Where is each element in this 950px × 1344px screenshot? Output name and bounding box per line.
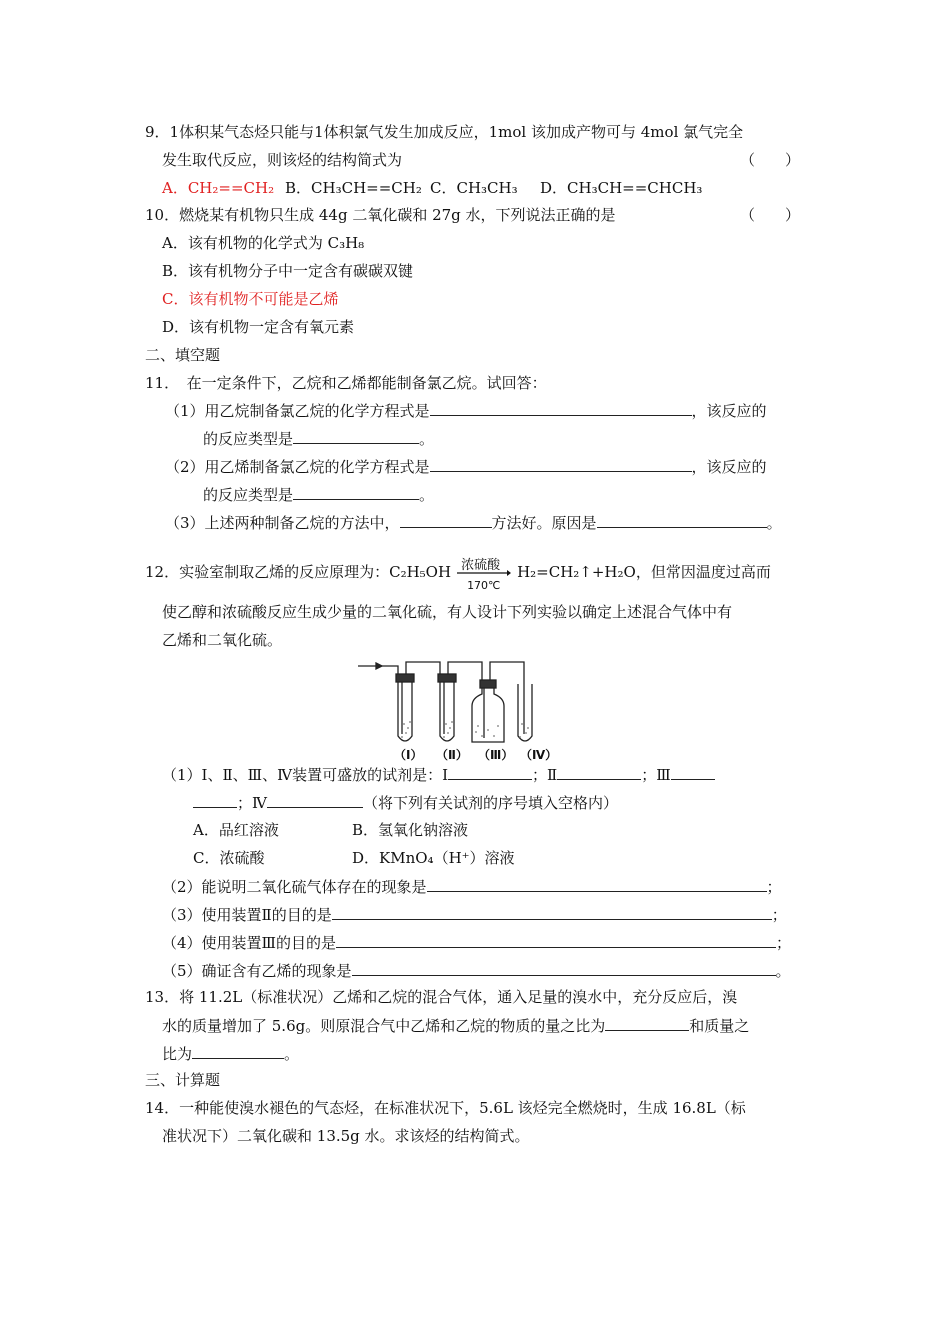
q12-part1-instruction: （将下列有关试剂的序号填入空格内） [363, 794, 619, 812]
q12-part1-line1 [162, 764, 715, 785]
q12-stem-start: 12．实验室制取乙烯的反应原理为：C₂H₅OH [145, 563, 452, 581]
q14-line1: 14．一种能使溴水褪色的气态烃，在标准状况下，5.6L 该烃完全燃烧时，生成 16.8L（标 [145, 1099, 746, 1117]
q11-part3 [165, 512, 782, 533]
q12-stem-end: H₂=CH₂↑+H₂O，但常因温度过高而 [517, 563, 771, 581]
q12-part2-prompt: （2）能说明二氧化硫气体存在的现象是 [162, 878, 427, 896]
q11-part2-prompt: （2）用乙烯制备氯乙烷的化学方程式是 [165, 458, 430, 476]
apparatus-diagram [358, 654, 558, 768]
q11-part3-prompt: （3）上述两种制备乙烷的方法中， [165, 514, 400, 532]
q10-answer-paren: （ ） [740, 206, 801, 224]
q12-part5-prompt: （5）确证含有乙烯的现象是 [162, 962, 352, 980]
apparatus-label-1: （Ⅰ） [394, 748, 423, 762]
q12-part1-line2 [193, 792, 618, 813]
q12-line2: 使乙醇和浓硫酸反应生成少量的二氧化硫，有人设计下列实验以确定上述混合气体中有 [162, 603, 733, 621]
q13-mass-prompt: 和质量之 [689, 1017, 750, 1035]
q9-option-a: A．CH₂==CH₂ [162, 179, 275, 197]
q11-part2-line2 [203, 484, 434, 505]
q12-part5 [162, 960, 791, 981]
q12-reagent-4-blank[interactable] [267, 792, 363, 808]
arrow-catalyst: 浓硫酸 [461, 558, 501, 573]
q11-part2-line1 [165, 456, 767, 477]
q11-part2-type-prompt: 的反应类型是 [203, 486, 294, 504]
q13-line3 [162, 1043, 299, 1064]
q12-part4-prompt: （4）使用装置Ⅲ的目的是 [162, 934, 337, 952]
q9-option-b: B．CH₃CH==CH₂ [285, 179, 422, 197]
q11-part1-prompt: （1）用乙烷制备氯乙烷的化学方程式是 [165, 402, 430, 420]
q13-line3-period: 。 [284, 1045, 300, 1063]
apparatus-label-2: （Ⅱ） [436, 748, 468, 762]
section-calculation-heading: 三、计算题 [145, 1071, 221, 1089]
q12-option-b: B．氢氧化钠溶液 [352, 821, 469, 839]
q12-reagent-3-blank-start[interactable] [671, 764, 715, 780]
q11-part2-suffix: ，该反应的 [691, 458, 767, 476]
q11-stem: 11． 在一定条件下，乙烷和乙烯都能制备氯乙烷。试回答： [145, 374, 547, 392]
q12-part3-prompt: （3）使用装置Ⅱ的目的是 [162, 906, 332, 924]
q12-option-c: C．浓硫酸 [193, 849, 265, 867]
q13-mole-ratio-blank[interactable] [605, 1015, 689, 1031]
q12-part2 [162, 876, 782, 897]
apparatus-label-3: （Ⅲ） [478, 748, 514, 762]
q12-part5-blank[interactable] [352, 960, 776, 976]
q10-stem: 10．燃烧某有机物只生成 44g 二氧化碳和 27g 水，下列说法正确的是 [145, 206, 616, 224]
q10-option-b: B．该有机物分子中一定含有碳碳双键 [162, 262, 414, 280]
section-fill-in-heading: 二、填空题 [145, 346, 221, 364]
q12-reagent-1-blank[interactable] [448, 764, 532, 780]
q12-part2-semicolon: ； [766, 878, 782, 896]
q12-part1-sep3: ；Ⅲ [641, 766, 671, 784]
q11-part3-reason-prompt: 方法好。原因是 [491, 514, 597, 532]
q12-part3 [162, 904, 787, 925]
q13-mass-ratio-blank[interactable] [192, 1043, 284, 1059]
q11-part2-type-blank[interactable] [293, 484, 419, 500]
reaction-condition-arrow [457, 556, 511, 590]
q14-line2: 准状况下）二氧化碳和 13.5g 水。求该烃的结构简式。 [162, 1127, 530, 1145]
q12-part2-blank[interactable] [427, 876, 767, 892]
q12-part4-blank[interactable] [336, 932, 776, 948]
q13-line3-prompt: 比为 [162, 1045, 193, 1063]
q12-part1-prompt: （1）Ⅰ、Ⅱ、Ⅲ、Ⅳ装置可盛放的试剂是：Ⅰ [162, 766, 449, 784]
q11-part1-equation-blank[interactable] [430, 400, 692, 416]
q12-stem [145, 556, 771, 590]
arrow-temperature: 170℃ [467, 579, 501, 592]
q13-line1: 13．将 11.2L（标准状况）乙烯和乙烷的混合气体，通入足量的溴水中，充分反应后，溴 [145, 988, 738, 1006]
q11-part1-type-blank[interactable] [293, 428, 419, 444]
q9-line2: 发生取代反应，则该烃的结构简式为 [162, 151, 403, 169]
q12-part4 [162, 932, 791, 953]
q11-part1-period: 。 [419, 430, 435, 448]
q12-line3: 乙烯和二氧化硫。 [162, 631, 283, 649]
q11-part3-method-blank[interactable] [400, 512, 492, 528]
q10-option-a: A．该有机物的化学式为 C₃H₈ [162, 234, 365, 252]
q12-part1-sep4: ；Ⅳ [237, 794, 267, 812]
q12-reagent-3-blank-end[interactable] [193, 792, 237, 808]
q11-part2-equation-blank[interactable] [430, 456, 692, 472]
q11-part1-line1 [165, 400, 767, 421]
q12-reagent-2-blank[interactable] [557, 764, 641, 780]
q12-part1-sep2: ；Ⅱ [532, 766, 558, 784]
q11-part1-line2 [203, 428, 434, 449]
q11-part3-reason-blank[interactable] [597, 512, 767, 528]
q13-ratio-prompt: 水的质量增加了 5.6g。则原混合气中乙烯和乙烷的物质的量之比为 [162, 1017, 606, 1035]
q9-option-d: D．CH₃CH==CHCH₃ [540, 179, 703, 197]
q12-part3-semicolon: ； [771, 906, 787, 924]
apparatus-label-4: （Ⅳ） [520, 748, 558, 762]
q10-option-d: D．该有机物一定含有氧元素 [162, 318, 355, 336]
q11-part1-suffix: ，该反应的 [691, 402, 767, 420]
q12-part3-blank[interactable] [332, 904, 772, 920]
q9-line1: 9．1体积某气态烃只能与1体积氯气发生加成反应，1mol 该加成产物可与 4mol 氯气完全 [145, 123, 744, 141]
q9-option-c: C．CH₃CH₃ [430, 179, 518, 197]
q11-part2-period: 。 [419, 486, 435, 504]
q12-option-d: D．KMnO₄（H⁺）溶液 [352, 849, 515, 867]
q13-line2 [162, 1015, 749, 1036]
q11-part3-period: 。 [766, 514, 782, 532]
q11-part1-type-prompt: 的反应类型是 [203, 430, 294, 448]
q9-answer-paren: （ ） [740, 151, 801, 169]
q12-part5-period: 。 [775, 962, 791, 980]
q10-option-c: C．该有机物不可能是乙烯 [162, 290, 339, 308]
q12-option-a: A．品红溶液 [193, 821, 279, 839]
q12-part4-semicolon: ； [776, 934, 792, 952]
